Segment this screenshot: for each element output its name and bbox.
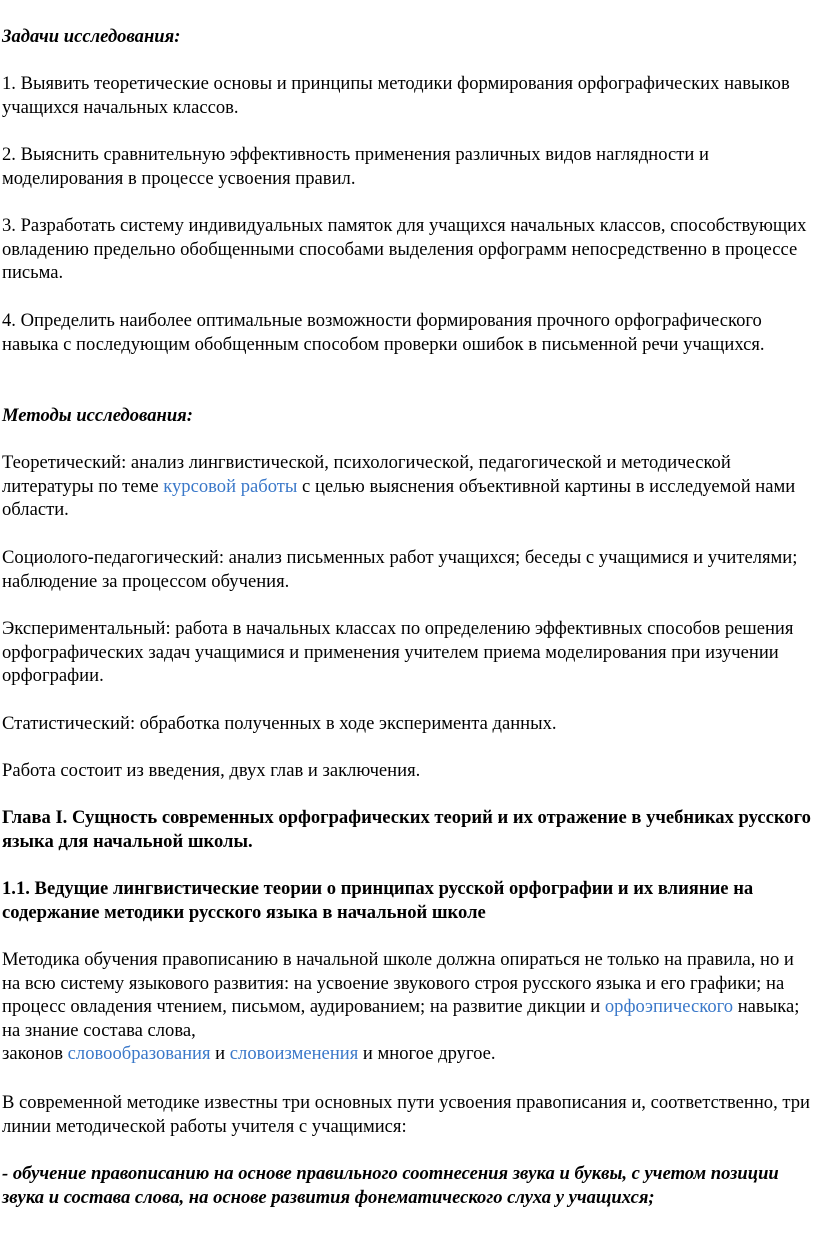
method-theoretical	[2, 451, 812, 522]
task-item-3: 3. Разработать систему индивидуальных памяток для учащихся начальных классов, способствующих овладению предельно обобщенными способами выделения орфограмм непосредственно в процессе письма.	[2, 215, 807, 283]
inflection-link[interactable]: словоизменения	[229, 1043, 359, 1064]
paragraph-1-text-b: навыка; на знание состава слова,	[2, 996, 800, 1041]
method-statistical: Статистический: обработка полученных в ходе эксперимента данных.	[2, 713, 557, 734]
section-paragraph-1	[2, 948, 812, 1066]
section-paragraph-2: В современной методике известны три основных пути усвоения правописания и, соответственно, три линии методической работы учителя с учащимися:	[2, 1092, 811, 1137]
orthoepic-link[interactable]: орфоэпического	[604, 996, 734, 1017]
methods-heading: Методы исследования:	[2, 405, 193, 426]
paragraph-1-text-c: законов	[2, 1043, 68, 1064]
work-structure: Работа состоит из введения, двух глав и заключения.	[2, 760, 421, 781]
method-theoretical-text-start: Теоретический: анализ лингвистической, психологической, педагогической и методической литературы по теме	[2, 452, 731, 497]
word-formation-link[interactable]: словообразования	[67, 1043, 211, 1064]
task-item-2: 2. Выяснить сравнительную эффективность применения различных видов наглядности и моделирования в процессе усвоения правил.	[2, 144, 709, 189]
tasks-heading: Задачи исследования:	[2, 26, 181, 47]
task-item-4: 4. Определить наиболее оптимальные возможности формирования прочного орфографического навыка с последующим обобщенным способом проверки ошибок в письменной речи учащихся.	[2, 310, 765, 355]
method-experimental: Экспериментальный: работа в начальных классах по определению эффективных способов решения орфографических задач учащимися и применения учителем приема моделирования при изучении орфографии.	[2, 618, 794, 686]
task-item-1: 1. Выявить теоретические основы и принципы методики формирования орфографических навыков учащихся начальных классов.	[2, 73, 790, 118]
emphasis-paragraph: - обучение правописанию на основе правильного соотнесения звука и буквы, с учетом позиции звука и состава слова, на основе развития фонематического слуха у учащихся;	[2, 1163, 779, 1208]
paragraph-1-text-d: и	[210, 1043, 230, 1064]
section-title: 1.1. Ведущие лингвистические теории о принципах русской орфографии и их влияние на содержание методики русского языка в начальной школе	[2, 878, 754, 923]
paragraph-1-text-e: и многое другое.	[358, 1043, 496, 1064]
coursework-link[interactable]: курсовой работы	[163, 475, 298, 497]
method-sociological: Социолого-педагогический: анализ письменных работ учащихся; беседы с учащимися и учителями; наблюдение за процессом обучения.	[2, 547, 798, 592]
method-theoretical-text-end: с целью выяснения объективной картины в исследуемой нами области.	[2, 475, 796, 520]
paragraph-1-text-a: Методика обучения правописанию в начальной школе должна опираться не только на правила, но и на всю систему языкового развития: на усвоение звукового строя русского языка и его графики; на процесс овладения чтением, письмом, аудированием; на развитие дикции и	[2, 949, 794, 1017]
chapter-title: Глава I. Сущность современных орфографических теорий и их отражение в учебниках русского языка для начальной школы.	[2, 807, 811, 852]
